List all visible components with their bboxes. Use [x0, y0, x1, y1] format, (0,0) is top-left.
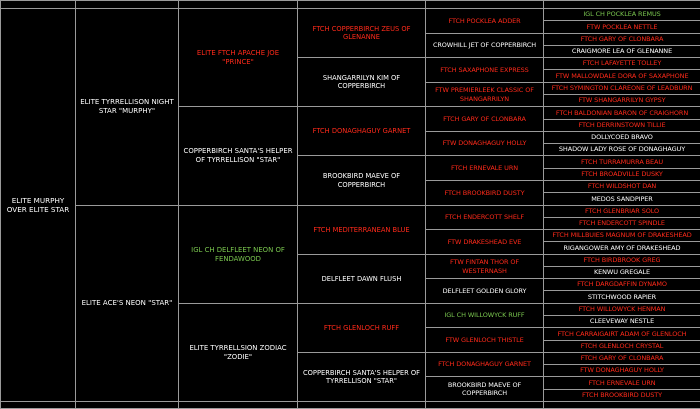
pedigree-cell-gen2: ELITE ACE'S NEON "STAR"	[75, 205, 179, 402]
pedigree-cell-gen3: IGL CH DELFLEET NEON OF FENDAWOOD	[178, 205, 298, 304]
pedigree-cell-gen6: FTCH CARRAIGAIRT ADAM OF GLENLOCH	[543, 327, 700, 341]
pedigree-cell-gen6: FTCH ENDERCOTT SPINDLE	[543, 217, 700, 230]
pedigree-cell-gen6: FTCH GARY OF CLONBARA	[543, 352, 700, 365]
pedigree-cell-gen5: IGL CH WILLOWYCK RUFF	[425, 303, 544, 328]
pedigree-cell-gen5: FTCH ERNEVALE URN	[425, 155, 544, 181]
pedigree-cell-gen6: FTCH GARY OF CLONBARA	[543, 33, 700, 46]
pedigree-cell-gen6: STITCHWOOD RAPIER	[543, 290, 700, 304]
pedigree-cell-gen5: FTCH ENDERCOTT SHELF	[425, 205, 544, 230]
pedigree-cell-gen5: FTCH SAXAPHONE EXPRESS	[425, 57, 544, 83]
pedigree-cell-gen5: FTW PREMIERLEEK CLASSIC OF SHANGARRILYN	[425, 82, 544, 107]
table-top-edge	[0, 0, 76, 9]
pedigree-cell-gen6: FTCH WILDSHOT DAN	[543, 180, 700, 193]
table-top-edge	[297, 0, 426, 9]
table-bottom-edge	[543, 401, 700, 409]
pedigree-cell-gen5: FTW DRAKESHEAD EVE	[425, 229, 544, 255]
pedigree-cell-gen6: IGL CH POCKLEA REMUS	[543, 8, 700, 21]
pedigree-cell-gen5: FTCH GARY OF CLONBARA	[425, 106, 544, 132]
pedigree-cell-gen6: KENWU GREGALE	[543, 266, 700, 279]
pedigree-cell-gen5: FTCH BROOKBIRD DUSTY	[425, 180, 544, 206]
pedigree-cell-gen6: FTW DONAGHAGUY HOLLY	[543, 364, 700, 377]
pedigree-cell-gen5: FTW FINTAN THOR OF WESTERNASH	[425, 254, 544, 279]
pedigree-cell-gen6: FTCH SYMINGTON CLAREONE OF LEADBURN	[543, 82, 700, 95]
pedigree-cell-gen6: FTCH MILLBUIES MAGNUM OF DRAKESHEAD	[543, 229, 700, 242]
pedigree-cell-gen6: CRAIGMORE LEA OF GLENANNE	[543, 45, 700, 58]
pedigree-cell-gen5: FTCH POCKLEA ADDER	[425, 8, 544, 34]
pedigree-cell-gen4: FTCH GLENLOCH RUFF	[297, 303, 426, 353]
pedigree-cell-gen5: FTW DONAGHAGUY HOLLY	[425, 131, 544, 156]
pedigree-cell-gen6: CLEEVEWAY NESTLE	[543, 315, 700, 328]
table-top-edge	[178, 0, 298, 9]
pedigree-cell-gen6: FTCH DERRINSTOWN TILLIE	[543, 119, 700, 132]
pedigree-cell-gen3: ELITE TYRRELLSION ZODIAC "ZODIE"	[178, 303, 298, 402]
pedigree-cell-gen2: ELITE TYRRELLISON NIGHT STAR "MURPHY"	[75, 8, 179, 206]
pedigree-cell-gen3: ELITE FTCH APACHE JOE "PRINCE"	[178, 8, 298, 107]
pedigree-cell-gen4: SHANGARRILYN KIM OF COPPERBIRCH	[297, 57, 426, 107]
pedigree-cell-gen5: BROOKBIRD MAEVE OF COPPERBIRCH	[425, 376, 544, 402]
pedigree-cell-gen6: FTCH WILLOWYCK HENMAN	[543, 303, 700, 316]
pedigree-cell-gen5: CROWHILL JET OF COPPERBIRCH	[425, 33, 544, 58]
pedigree-cell-gen6: FTCH BALDONIAN BARON OF CRAIGHORN	[543, 106, 700, 120]
pedigree-cell-gen6: FTW MALLOWDALE DORA OF SAXAPHONE	[543, 69, 700, 83]
pedigree-cell-gen4: COPPERBIRCH SANTA'S HELPER OF TYRRELLISON "STAR"	[297, 352, 426, 402]
pedigree-cell-gen6: FTCH BROADVILLE DUSKY	[543, 168, 700, 181]
pedigree-cell-gen6: FTCH GLENLOCH CRYSTAL	[543, 340, 700, 353]
pedigree-cell-gen6: FTCH ERNEVALE URN	[543, 376, 700, 390]
pedigree-cell-gen1: ELITE MURPHY OVER ELITE STAR	[0, 8, 76, 402]
table-top-edge	[543, 0, 700, 9]
table-top-edge	[75, 0, 179, 9]
pedigree-cell-gen4: FTCH DONAGHAGUY GARNET	[297, 106, 426, 156]
pedigree-cell-gen4: FTCH MEDITERRANEAN BLUE	[297, 205, 426, 255]
pedigree-cell-gen6: FTCH TURRAMURRA BEAU	[543, 155, 700, 169]
pedigree-cell-gen6: RIGANGOWER AMY OF DRAKESHEAD	[543, 241, 700, 255]
pedigree-cell-gen6: FTCH DARGDAFFIN DYNAMO	[543, 278, 700, 291]
pedigree-cell-gen5: FTCH DONAGHAGUY GARNET	[425, 352, 544, 377]
pedigree-cell-gen6: MEDOS SANDPIPER	[543, 192, 700, 206]
table-top-edge	[425, 0, 544, 9]
pedigree-cell-gen4: FTCH COPPERBIRCH ZEUS OF GLENANNE	[297, 8, 426, 58]
pedigree-cell-gen3: COPPERBIRCH SANTA'S HELPER OF TYRRELLISON "STAR"	[178, 106, 298, 206]
pedigree-cell-gen6: FTW POCKLEA NETTLE	[543, 20, 700, 34]
table-bottom-edge	[178, 401, 298, 409]
pedigree-cell-gen6: FTCH BROOKBIRD DUSTY	[543, 389, 700, 402]
pedigree-cell-gen6: FTCH GLENBRIAR SOLO	[543, 205, 700, 218]
table-bottom-edge	[75, 401, 179, 409]
pedigree-cell-gen6: SHADOW LADY ROSE OF DONAGHAGUY	[543, 143, 700, 156]
pedigree-cell-gen5: FTW GLENLOCH THISTLE	[425, 327, 544, 353]
pedigree-cell-gen4: BROOKBIRD MAEVE OF COPPERBIRCH	[297, 155, 426, 206]
pedigree-cell-gen5: DELFLEET GOLDEN GLORY	[425, 278, 544, 304]
pedigree-cell-gen4: DELFLEET DAWN FLUSH	[297, 254, 426, 304]
table-bottom-edge	[297, 401, 426, 409]
table-bottom-edge	[425, 401, 544, 409]
table-bottom-edge	[0, 401, 76, 409]
pedigree-cell-gen6: FTCH BIRDBROOK GREG	[543, 254, 700, 267]
pedigree-cell-gen6: FTW SHANGARRILYN GYPSY	[543, 94, 700, 107]
pedigree-cell-gen6: DOLLYCOED BRAVO	[543, 131, 700, 144]
pedigree-cell-gen6: FTCH LAFAYETTE TOLLEY	[543, 57, 700, 70]
